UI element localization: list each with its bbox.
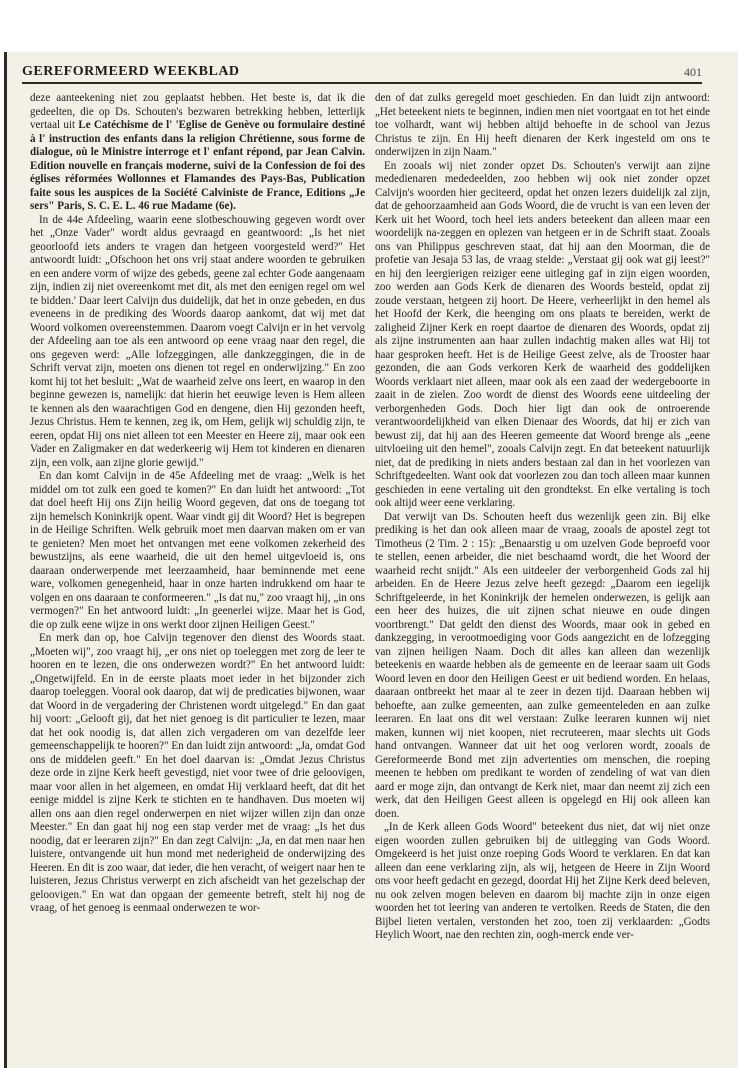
paragraph-text: deze aanteekening niet zou geplaatst hebben. Het beste is, dat ik die gedeelten, die op Ds. Schouten's bezwaren betrekking hebben, letterlijk vertaal uit [30, 92, 365, 131]
journal-title: GEREFORMEERD WEEKBLAD [22, 64, 240, 79]
paragraph [30, 92, 365, 214]
paragraph: En dan komt Calvijn in de 45e Afdeeling met de vraag: „Welk is het middel om tot zulk een goed te komen?" En dan luidt het antwoord: „Tot dat doel heeft Hij ons Zijn heilig Woord gegeven, dat ons de toegang tot zijn hemelsch Koninkrijk opent. Waar vindt gij dit Woord? Het is begrepen in de Heilige Schriften. Welk gebruik moet men daarvan maken om er van te genieten? Men moet het ontvangen met eene volkomen zekerheid des bewustzijns, als eene waarheid, die uit den hemel uitgevloeid is, ons daaraan onderwerpende met leerzaamheid, haar beminnende met eene ware, volkomen genegenheid, haar in onze harten indrukkend om haar te volgen en ons daaraan te conformeeren." „Is dat nu," zoo vraagt hij, „in ons vermogen?" En het antwoord luidt: „In geenerlei wijze. Maar het is God, die op zulk eene wijze in ons werkt door zijnen Heiligen Geest." [30, 470, 365, 631]
left-column [30, 92, 365, 1058]
paragraph: „In de Kerk alleen Gods Woord" beteekent dus niet, dat wij niet onze eigen woorden zullen gebruiken bij de uitlegging van Gods Woord. Omgekeerd is het juist onze roeping Gods Woord te verklaren. En dat kan alleen dan eene verklaring zijn, als wij, hetgeen de Heere in Zijn Woord ons voor heeft gedacht en gezegd, doordat Hij het Zijne Kerk deed beleven, nu ook zelven mogen beleven en daarom bij machte zijn in onze eigen woorden het tot leering van anderen te vertolken. Reeds de Staten, die den Bijbel lieten vertalen, verstonden het zoo, toen zij verklaarden: „Godts Heylich Woort, nae den rechten zin, oogh-merck ende ver- [375, 821, 710, 941]
paragraph: En merk dan op, hoe Calvijn tegenover den dienst des Woords staat. „Moeten wij", zoo vraagt hij, „er ons niet op toeleggen met zorg de leer te hooren en te lezen, die ons onderwezen wordt?" En het antwoord luidt: „Ongetwijfeld. En in de eerste plaats moet ieder in het bijzonder zich daarop toeleggen. Vooral ook daarop, dat wij de predicaties bijwonen, waar dat Woord in de vergadering der Christenen wordt uitgelegd." En dan gaat hij voort: „Gelooft gij, dat het niet genoeg is dit particulier te lezen, maar dat het ook noodig is, dat allen zich vergaderen om van dezelfde leer gemeenschappelijk te hooren?" En dan luidt zijn antwoord: „Ja, omdat God ons de middelen geeft." En het doel daarvan is: „Omdat Jezus Christus deze orde in zijne Kerk heeft gevestigd, niet voor twee of drie geloovigen, maar voor allen in het algemeen, en omdat Hij verklaard heeft, dat dit het eenige middel is zijne Kerk te stichten en te handhaven. Dus moeten wij allen ons aan dien regel onderwerpen en niet wijzer willen zijn dan onze Meester." En dan gaat hij nog een stap verder met de vraag: „Is het dus noodig, dat er leeraren zijn?" En dan zegt Calvijn: „Ja, en dat men naar hen luistere, ontvangende uit hun mond met nederigheid de onderwijzing des Heeren. En dit is zoo waar, dat ieder, die hen veracht, of weigert naar hen te luisteren, Jezus Christus verwerpt en zich afscheidt van het gezelschap der geloovigen." En wat dan opgaan der gemeente betreft, stelt hij nog de vraag, of het genoeg is eenmaal onderwezen te wor- [30, 632, 365, 914]
header-divider [22, 82, 702, 84]
page-header [22, 62, 702, 82]
binding-rule [4, 52, 7, 1068]
paragraph: den of dat zulks geregeld moet geschieden. En dan luidt zijn antwoord: „Het beteekent niets te beginnen, indien men niet voortgaat en tot het einde toe volhardt, want wij hebben altijd behoefte in de school van Jezus Christus te zijn. En Hij heeft dienaren der Kerk ingesteld om ons te onderwijzen in zijn Naam." [375, 92, 710, 158]
paragraph: In de 44e Afdeeling, waarin eene slotbeschouwing gegeven wordt over het „Onze Vader" wordt aldus gevraagd en geantwoord: „Is het niet geoorloofd iets anders te vragen dan hetgeen voorgesteld werd?" Het antwoordt luidt: „Ofschoon het ons vrij staat andere woorden te gebruiken en een andere vorm of wijze des gebeds, geene zal echter Gode aangenaam zijn, indien zij niet overeenkomt met dit, als met den eenigen regel om wel te bidden.' Daar leert Calvijn dus duidelijk, dat het in onze gebeden, en dus eveneens in de prediking des Woords daarop aankomt, dat wij met dat Woord volkomen overeenstemmen. Daarom voegt Calvijn er in het vervolg der Afdeeling aan toe als een antwoord op eene vraag naar den regel, die ons gegeven werd: „Alle lofzeggingen, alle dankzeggingen, die in de Schrift vervat zijn, moeten ons dienen tot regel en onderwijzing." En zoo komt hij tot het besluit: „Wat de waarheid zelve ons leert, en waarop in den beginne gewezen is, namelijk: dat hierin het eeuwige leven is Hem alleen te kennen als den waarachtigen God en dengene, dien Hij gezonden heeft, Jezus Christus. Hem te kennen, zeg ik, om Hem, gelijk wij schuldig zijn, te eeren, opdat Hij ons niet alleen tot een Meester en Heere zij, maar ook een Vader en Zaligmaker en dat wederkeerig wij Hem tot kinderen en dienaren zijn, een volk, aan zijne glorie gewijd." [30, 213, 365, 469]
paragraph: Dat verwijt van Ds. Schouten heeft dus wezenlijk geen zin. Bij elke prediking is het dan ook alleen maar de vraag, zooals de apostel zegt tot Timotheus (2 Tim. 2 : 15): „Benaarstig u om uzelven Gode beproefd voor te stellen, eenen arbeider, die niet beschaamd wordt, die het Woord der waarheid recht snijdt." Als een uitdeeler der verborgenheid Gods zal hij arbeiden. En de Heere Jezus zelve heeft gezegd: „Daarom een iegelijk Schriftgeleerde, in het Koninkrijk der hemelen onderwezen, is gelijk aan een heer des huizes, die uit zijnen schat nieuwe en oude dingen voortbrengt." Dat geldt den dienst des Woords, maar ook in gebed en dankzegging, in verootmoediging voor Gods aangezicht en de lofzegging van zijnen heiligen Naam. Doch dit alles kan alleen dan wezenlijk beteekenis en waarde hebben als de gemeente en de leeraar saam uit Gods Woord leven en door den Heiligen Geest er uit bediend worden. En helaas, daaraan ontbreekt het maar al te zeer in dezen tijd. Daaraan hebben wij behoefte, aan zulke gemeenten, aan zulke gemeenteleden en aan zulke leeraren. En laat ons dit wel verstaan: Zulke leeraren kunnen wij niet maken, kunnen wij niet koopen, niet recruteeren, maar slechts uit Gods hand ontvangen. Wanneer dat uit het oog verloren wordt, zooals de Gereformeerde Bond met zijn advertenties om menschen, die roeping meenen te hebben om predikant te worden of zendeling of wat van dien aard er moge zijn, dan ontvangt de Kerk niet, maar dan neemt zij zich een werk, dat den Heiligen Geest alleen is opgelegd en Hij ook alleen kan doen. [375, 510, 710, 820]
catechism-citation: Le Catéchisme de l' 'Eglise de Genève ou formulaire destiné à l' instruction des enfants dans la religion Chrétienne, sous forme de dialogue, où le Ministre interroge et l' enfant répond, par Jean Calvin. Edition nouvelle en français moderne, suivi de la Confession de foi des églises réformées Wollonnes et Flamandes des Pays-Bas, Publication faite sous les auspices de la Société Calviniste de France, Editions „Je sers" Paris, S. C. E. L. 46 rue Madame (6e). [30, 119, 365, 212]
right-column [375, 92, 710, 1058]
page-number: 401 [684, 65, 702, 79]
newspaper-page [4, 52, 738, 1068]
paragraph: En zooals wij niet zonder opzet Ds. Schouten's verwijt aan zijne mededienaren mededeelden, zoo hebben wij ook niet zonder opzet Calvijn's woorden hier geciteerd, opdat het onzen lezers duidelijk zal zijn, dat de gehoorzaamheid aan Gods Woord, die de vrucht is van een leven der Kerk uit het Woord, toch heel iets anders beteekent dan alleen maar een woordelijk na-zeggen en oplezen van hetgeen er in de Schrift staat. Zooals ons van Philippus geschreven staat, dat hij aan den Moorman, die de profetie van Jesaja 53 las, de vraag stelde: „Verstaat gij ook wat gij leest?" en hij den leergierigen reiziger eene uitleging gaf in zijn eigen woorden, zoo werden aan Gods Kerk de dienaren des Woords besteld, opdat zij zoude verstaan, hetgeen zij hoort. De Heere, verheerlijkt in den hemel als het Hoofd der Kerk, die heenging om ons plaats te bereiden, werkt de zaligheid Zijner Kerk en roept daartoe de dienaren des Woords, opdat zij als zijne instrumenten aan haar zullen indachtig maken alles wat Hij tot haar gesproken heeft. Het is de Heilige Geest zelve, als de Trooster haar gezonden, die aan Gods verkoren Kerk de waarheid des goddelijken Woords verklaart niet alleen, maar ook als een zaad der wedergeboorte in zaait in de zielen. Zoo wordt de dienst des Woords eene uitdeeling der verborgenheden Gods. Doch hier ligt dan ook de ontroerende verantwoordelijkheid van elken Dienaar des Woords, dat hij er zich van bewust zij, dat hij aan des Heeren gemeente dat Woord brenge als „eene uitvloeiing uit den hemel", zooals Calvijn zegt. En dat beteekent natuurlijk niet, dat de prediking in niets anders bestaan zal dan in het voorlezen van Schriftgedeelten. Want ook dat voorlezen zou dan toch alleen maar kunnen geschieden in eene vertaling uit den grondtekst. En elke vertaling is toch ook altijd weer eene verklaring. [375, 159, 710, 509]
top-margin [0, 0, 738, 52]
